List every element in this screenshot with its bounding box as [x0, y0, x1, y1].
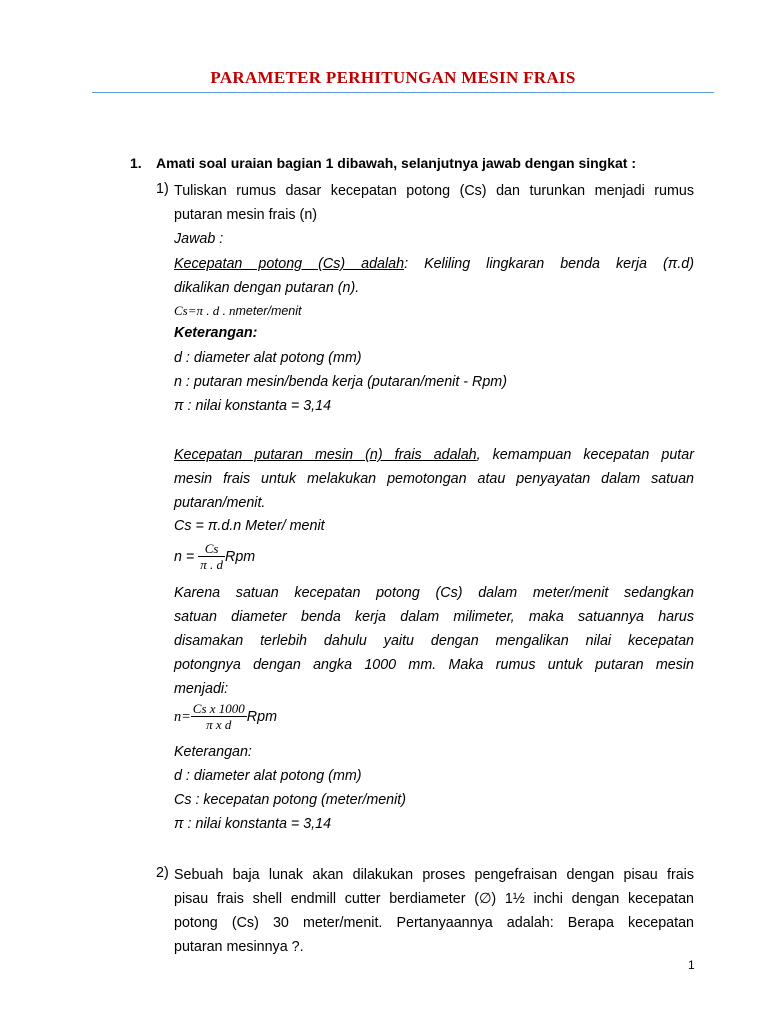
formula-n-unit: Rpm: [225, 548, 256, 565]
item-2-question: [174, 863, 694, 959]
formula-cs: [174, 303, 302, 319]
keterangan-pi: π : nilai konstanta = 3,14: [174, 398, 332, 414]
keterangan-heading: Keterangan:: [174, 325, 258, 341]
item-1-line-2: putaran mesin frais (n): [174, 207, 318, 223]
definition-n-rest: , kemampuan kecepatan putar: [476, 447, 694, 463]
item-2-number: 2): [156, 865, 169, 881]
keterangan-n: n : putaran mesin/benda kerja (putaran/menit - Rpm): [174, 374, 507, 390]
item-1-line-1: Tuliskan rumus dasar kecepatan potong (Cs) dan turunkan menjadi rumus: [174, 183, 694, 199]
explanation-line-3: disamakan terlebih dahulu yaitu dengan mengalikan nilai kecepatan: [174, 633, 694, 649]
item-1-heading: [156, 181, 174, 197]
page-number: 1: [688, 958, 695, 972]
formula-n2-prefix: n=: [174, 708, 191, 725]
definition-n-term: Kecepatan putaran mesin (n) frais adalah: [174, 447, 477, 463]
formula-n-2: [174, 702, 277, 732]
jawab-label: Jawab :: [174, 231, 224, 247]
definition-cs-line-2: dikalikan dengan putaran (n).: [174, 280, 360, 296]
title-underline: [92, 92, 714, 93]
item-2-heading: [156, 865, 174, 881]
keterangan-2-pi: π : nilai konstanta = 3,14: [174, 816, 332, 832]
keterangan-2-cs: Cs : kecepatan potong (meter/menit): [174, 792, 407, 808]
item-2-line-4: putaran mesinnya ?.: [174, 939, 304, 955]
formula-cs-2: Cs = π.d.n Meter/ menit: [174, 518, 325, 534]
definition-cs-rest: : Keliling lingkaran benda kerja (π.d): [404, 256, 695, 272]
keterangan-2-d: d : diameter alat potong (mm): [174, 768, 362, 784]
explanation-line-2: satuan diameter benda kerja dalam milimeter, maka satuannya harus: [174, 609, 694, 625]
item-2-line-3: potong (Cs) 30 meter/menit. Pertanyaannya adalah: Berapa kecepatan: [174, 915, 694, 931]
formula-n: [174, 542, 255, 572]
formula-n2-fraction: [191, 702, 247, 732]
question-1-number: 1.: [130, 155, 142, 171]
document-title: PARAMETER PERHITUNGAN MESIN FRAIS: [210, 68, 576, 87]
formula-cs-unit: meter/menit: [235, 304, 302, 318]
definition-n: [174, 443, 694, 515]
question-1: [130, 155, 636, 171]
formula-n2-numerator: Cs x 1000: [192, 701, 245, 716]
item-1-question: [174, 179, 694, 227]
formula-n-prefix: n =: [174, 548, 199, 565]
formula-cs-math: Cs=π . d . n: [174, 303, 236, 318]
explanation-line-4: potongnya dengan angka 1000 mm. Maka rumus untuk putaran mesin: [174, 657, 694, 673]
formula-n-fraction: [198, 542, 225, 572]
explanation-line-1: Karena satuan kecepatan potong (Cs) dalam meter/menit sedangkan: [174, 585, 694, 601]
definition-n-line-3: putaran/menit.: [174, 495, 266, 511]
definition-cs: [174, 252, 694, 300]
definition-n-line-2: mesin frais untuk melakukan pemotongan atau penyayatan dalam satuan: [174, 471, 694, 487]
question-1-text: Amati soal uraian bagian 1 dibawah, selanjutnya jawab dengan singkat :: [156, 155, 637, 171]
explanation-line-5: menjadi:: [174, 681, 229, 697]
keterangan-2-heading: Keterangan:: [174, 744, 252, 760]
formula-n2-denominator: π x d: [191, 716, 247, 732]
definition-cs-term: Kecepatan potong (Cs) adalah: [174, 256, 405, 272]
formula-n2-unit: Rpm: [246, 708, 277, 725]
formula-n-denominator: π . d: [200, 557, 224, 572]
keterangan-d: d : diameter alat potong (mm): [174, 350, 362, 366]
item-2-line-2: pisau frais shell endmill cutter berdiameter (∅) 1½ inchi dengan kecepatan: [174, 891, 694, 907]
item-2-line-1: Sebuah baja lunak akan dilakukan proses pengefraisan dengan pisau frais: [174, 867, 694, 883]
item-1-number: 1): [156, 181, 169, 197]
explanation-paragraph: [174, 581, 694, 701]
formula-n-numerator: Cs: [204, 541, 219, 556]
